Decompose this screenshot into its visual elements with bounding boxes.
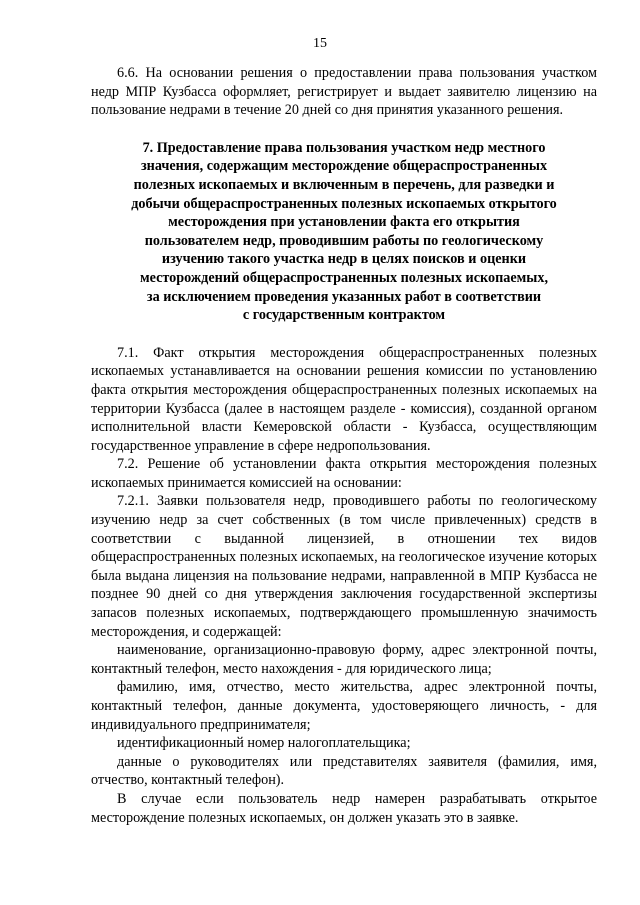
- paragraph-7-1: 7.1. Факт открытия месторождения общераспространенных полезных ископаемых устанавливается на основании решения комиссии по установлению факта открытия месторождения общераспространенных полезных ископаемых на территории Кузбасса (далее в настоящем разделе - комиссия), созданной органом исполнительной власти Кемеровской области - Кузбасса, осуществляющим государственное управление в сфере недропользования.: [91, 344, 597, 454]
- list-item: данные о руководителях или представителях заявителя (фамилия, имя, отчество, контактный телефон).: [91, 753, 597, 789]
- heading-line: пользователем недр, проводившим работы по геологическому: [144, 232, 544, 249]
- heading-line: 7. Предоставление права пользования участком недр местного: [142, 139, 546, 156]
- heading-line: добычи общераспространенных полезных ископаемых открытого: [131, 195, 557, 212]
- heading-line: месторождения при установлении факта его открытия: [168, 214, 520, 231]
- paragraph-7-2: 7.2. Решение об установлении факта открытия месторождения полезных ископаемых принимается комиссией на основании:: [91, 456, 597, 491]
- page-number: 15: [313, 36, 327, 51]
- list-item: фамилию, имя, отчество, место жительства, адрес электронной почты, контактный телефон, данные документа, удостоверяющего личность, - для индивидуального предпринимателя;: [91, 679, 597, 733]
- heading-line: за исключением проведения указанных работ в соответствии: [146, 288, 542, 305]
- document-body: [91, 64, 597, 827]
- paragraph-7-2-1: 7.2.1. Заявки пользователя недр, проводившего работы по геологическому изучению недр за счет собственных (в том числе привлеченных) средств в соответствии с выданной лицензией, в отношении тех видов общераспространенных полезных ископаемых, на геологическое изучение которых была выдана лицензия на пользование недрами, направленной в МПР Кузбасса не позднее 90 дней со дня утверждения заключения государственной экспертизы запасов полезных ископаемых, подтверждающего промышленную значимость месторождения, и содержащей:: [91, 493, 597, 640]
- section-7-heading: [91, 139, 597, 325]
- paragraph-final: В случае если пользователь недр намерен разрабатывать открытое месторождение полезных ископаемых, он должен указать это в заявке.: [91, 790, 597, 826]
- heading-line: полезных ископаемых и включенным в перечень, для разведки и: [133, 176, 555, 193]
- heading-line: с государственным контрактом: [242, 307, 446, 324]
- heading-line: значения, содержащим месторождение общераспространенных: [140, 158, 548, 175]
- list-item: идентификационный номер налогоплательщика;: [117, 735, 411, 752]
- paragraph-6-6: 6.6. На основании решения о предоставлении права пользования участком недр МПР Кузбасса оформляет, регистрирует и выдает заявителю лицензию на пользование недрами в течение 20 дней со дня принятия указанного решения.: [91, 65, 597, 119]
- heading-line: месторождений общераспространенных полезных ископаемых,: [139, 269, 549, 286]
- list-item: наименование, организационно-правовую форму, адрес электронной почты, контактный телефон, место нахождения - для юридического лица;: [91, 642, 597, 677]
- heading-line: изучению такого участка недр в целях поисков и оценки: [161, 251, 527, 268]
